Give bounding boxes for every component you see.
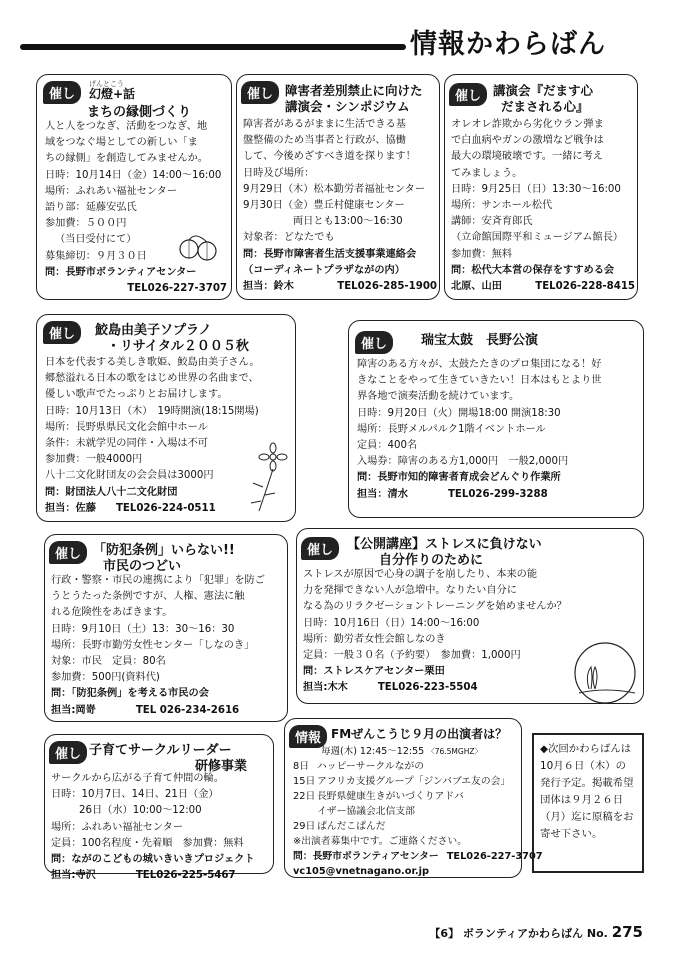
body-line: 郷愁溢れる日本の歌をはじめ世界の名曲まで、 <box>45 373 259 385</box>
fm-performer: ぱんだこぱんだ <box>317 821 386 832</box>
body-line: 場所：ふれあい福祉センター <box>51 821 184 833</box>
event-tag: 催し <box>43 81 81 104</box>
body-line: 定員：一般３０名（予約要） 参加費：1,000円 <box>303 650 521 662</box>
issue-number: 275 <box>611 923 643 941</box>
body-line: 定員：400名 <box>357 440 418 452</box>
contact-org: 問：長野市知的障害者育成会どんぐり作業所 <box>357 472 561 484</box>
card-title: 講演会『だます心 <box>493 83 594 98</box>
body-line: 場所：長野市勤労女性センター「しなのき」 <box>51 639 255 651</box>
body-line: 域をつなぐ場としての新しい「ま <box>45 137 198 149</box>
contact-org: （コーディネートプラザながの内） <box>243 264 405 276</box>
contact-person: 北原、山田 <box>451 281 502 293</box>
broadcast-frequency: 〈76.5MGHZ〉 <box>427 747 482 756</box>
body-line: 日時：10月13日（木） 19時開演(18:15開場) <box>45 405 259 417</box>
body-line: なる為のリラクゼーショントレーニングを始めませんか？ <box>303 601 567 613</box>
body-line: 人と人をつなぎ、活動をつなぎ、地 <box>45 121 208 132</box>
event-tag: 催し <box>355 331 393 354</box>
body-line: 日時：10月16日（日）14:00〜16:00 <box>303 617 480 629</box>
body-line: 9月29日（木）松本勤労者福祉センター <box>243 183 426 195</box>
body-line: 場所：長野メルパルク1階イベントホール <box>357 423 546 435</box>
card-kosodate <box>44 734 274 882</box>
body-line: 定員：100名程度・先着順 参加費：無料 <box>51 837 244 849</box>
body-line: ストレスが原因で心身の調子を崩したり、本来の能 <box>303 569 538 580</box>
contact-person: 担当:岡嵜 <box>51 704 96 716</box>
fm-performer: イザー協議会北信支部 <box>317 806 415 817</box>
contact-tel: TEL026-223-5504 <box>377 682 478 694</box>
fm-note: ※出演者募集中です。ご連絡ください。 <box>293 836 467 847</box>
body-line: 日時及び場所： <box>243 167 315 179</box>
body-line: 場所：サンホール松代 <box>451 200 553 212</box>
card-title: まちの縁側づくり <box>87 105 192 120</box>
page-title: 情報かわらばん <box>410 29 606 60</box>
event-tag: 催し <box>301 537 339 560</box>
event-tag: 催し <box>49 741 87 764</box>
card-bouhan <box>44 534 288 722</box>
card-title: 鮫島由美子ソプラノ <box>95 323 212 338</box>
contact-tel: TEL026-224-0511 <box>115 502 216 514</box>
event-tag: 催し <box>241 81 279 104</box>
event-tag: 催し <box>43 321 81 344</box>
card-title: だまされる心』 <box>501 99 589 114</box>
body-line: 対象：市民 定員：80名 <box>51 656 166 668</box>
contact-tel: TEL026-299-3288 <box>447 488 548 500</box>
contact-org: 問：ストレスケアセンター栗田 <box>303 666 445 678</box>
card-title: 「防犯条例」いらない!! <box>93 543 235 558</box>
card-stress <box>296 528 644 704</box>
body-line: 対象者：どなたでも <box>243 232 335 244</box>
body-line: 日時：10月7日、14日、21日（金） <box>51 789 219 801</box>
contact-tel: TEL 026-234-2616 <box>135 704 240 716</box>
fm-date: 29日 <box>293 821 316 832</box>
card-fm <box>284 718 543 878</box>
body-line: （立命館国際平和ミュージアム館長） <box>451 232 624 244</box>
body-line: 9月30日（金）豊丘村健康センター <box>243 200 405 212</box>
lantern-plant-illustration <box>177 229 221 263</box>
body-line: てみましょう。 <box>451 167 523 179</box>
body-line: 講師：安斉育郎氏 <box>451 216 533 228</box>
body-line: 語り部：延藤安弘氏 <box>45 202 137 214</box>
contact-org: 問：ながのこどもの城いきいきプロジェクト <box>51 854 255 866</box>
fm-date <box>293 804 317 819</box>
body-line: 盤整備のため当事者と行政が、協働 <box>243 135 406 147</box>
broadcast-time: 毎週(木) 12:45〜12:55 <box>321 746 425 757</box>
body-line: （当日受付にて） <box>55 234 137 246</box>
card-title: 瑞宝太鼓 長野公演 <box>421 333 539 348</box>
contact-person: 担当:寺沢 <box>51 870 96 882</box>
body-line: 最大の環境破壊です。一緒に考え <box>451 151 603 163</box>
card-title: 市民のつどい <box>103 559 182 574</box>
contact-org: 問：長野市障害者生活支援事業連絡会 <box>243 248 417 260</box>
fm-date: 8日 <box>293 761 310 772</box>
card-samejima <box>36 314 296 522</box>
fm-performer: アフリカ支援グループ「ジンバブエ友の会」 <box>317 776 511 787</box>
contact-person: 担当：佐藤 <box>45 502 96 514</box>
body-line: 参加費：５００円 <box>45 218 127 230</box>
card-title: 子育てサークルリーダー <box>89 743 232 758</box>
body-line: 両日とも13:00〜16:30 <box>293 216 403 228</box>
fm-performer: ハッピーサークルながの <box>317 761 425 772</box>
contact-tel: TEL026-228-8415 <box>535 281 635 293</box>
fm-date: 15日 <box>293 776 316 787</box>
card-sabetsu <box>236 74 440 300</box>
body-line: きなことをやって生きていきたい！日本はもとより世 <box>357 375 602 387</box>
body-line: 優しい歌声でたっぷりとお届けします。 <box>45 389 228 401</box>
body-line: 日本を代表する美しき歌姫、鮫島由美子さん。 <box>45 357 260 368</box>
issue-label: No. <box>586 927 608 940</box>
body-line: 日時：9月20日（火）開場18:00 開演18:30 <box>357 407 561 419</box>
body-line: 募集締切：９月３０日 <box>45 250 147 262</box>
body-line: 参加費：500円(資料代) <box>51 672 160 684</box>
event-tag: 催し <box>49 541 87 564</box>
body-line: して、今後めざすべき道を探ります！ <box>243 151 416 163</box>
contact-person: 担当：清水 <box>357 488 408 500</box>
contact-org: 問：「防犯条例」を考える市民の会 <box>51 688 209 700</box>
body-line: 障害者があるがままに生活できる基 <box>243 119 406 130</box>
info-tag: 情報 <box>289 725 327 748</box>
contact-person: 担当：鈴木 <box>243 281 294 293</box>
card-zuiho <box>348 320 644 518</box>
contact-tel: TEL026-285-1900 <box>337 281 437 293</box>
body-line: 日時：10月14日（金）14:00〜16:00 <box>45 169 222 181</box>
event-tag: 催し <box>449 83 487 106</box>
card-damasu <box>444 74 638 300</box>
page-number: 【6】 <box>429 927 460 940</box>
card-title: 幻燈+話 <box>89 87 136 101</box>
cosmos-flower-illustration <box>233 443 293 513</box>
fm-date: 22日 <box>293 791 316 802</box>
card-title: 自分作りのために <box>379 553 484 568</box>
card-title: ・リサイタル２００５秋 <box>107 339 249 354</box>
publication-name: ボランティアかわらばん <box>462 927 584 940</box>
body-line: 界各地で演奏活動を続けています。 <box>357 391 520 403</box>
body-line: 参加費：無料 <box>451 248 513 260</box>
body-line: 入場券：障害のある方1,000円 一般2,000円 <box>357 456 569 468</box>
contact-org: 問：長野市ボランティアセンター <box>45 266 197 278</box>
body-line: 場所：長野県県民文化会館中ホール <box>45 421 208 433</box>
card-title: 【公開講座】ストレスに負けない <box>347 537 542 552</box>
page-footer <box>429 923 643 941</box>
body-line: 障害のある方々が、太鼓たたきのプロ集団になる！好 <box>357 359 602 370</box>
body-line: 条件：未就学児の同伴・入場は不可 <box>45 438 208 450</box>
body-line: 場所：ふれあい福祉センター <box>45 185 178 197</box>
body-line: 日時：9月25日（日）13:30〜16:00 <box>451 183 621 195</box>
fm-performer: 長野県健康生きがいづくりアドバ <box>317 791 464 802</box>
card-title: FMぜんこうじ９月の出演者は？ <box>331 727 508 741</box>
body-line: 参加費：一般4000円 <box>45 454 143 466</box>
card-title: 研修事業 <box>195 759 248 774</box>
body-line: 場所：勤労者女性会館しなのき <box>303 633 446 645</box>
body-line: 行政・警察・市民の連携により「犯罪」を防ご <box>51 575 265 586</box>
header-rule <box>20 44 406 50</box>
card-title: 障害者差別禁止に向けた <box>285 83 423 98</box>
contact-tel: TEL026-227-3707 <box>446 851 543 862</box>
next-issue-notice: ◆次回かわらばんは10月６日（木）の発行予定。掲載希望団体は９月２６日（月）迄に原稿をお寄せ下さい。 <box>532 733 644 873</box>
body-line: れる危険性をあばきます。 <box>51 607 173 619</box>
body-line: 八十二文化財団友の会会員は3000円 <box>45 470 214 482</box>
body-line: サークルから広がる子育て仲間の輪。 <box>51 773 224 784</box>
contact-org: 問：松代大本営の保存をすすめる会 <box>451 264 615 276</box>
contact-tel: TEL026-227-3707 <box>127 283 227 295</box>
body-line: うとうたった条例ですが、人権、憲法に触 <box>51 591 245 603</box>
contact-org: 問：財団法人八十二文化財団 <box>45 486 178 498</box>
contact-tel: TEL026-225-5467 <box>135 870 236 882</box>
card-title: 講演会・シンポジウム <box>285 99 410 114</box>
body-line: で白血病やガンの激増など戦争は <box>451 135 604 147</box>
body-line: 26日（水）10:00〜12:00 <box>79 805 202 817</box>
contact-email[interactable]: vc105@vnetnagano.or.jp <box>293 866 430 877</box>
body-line: ちの縁側」を創造してみませんか。 <box>45 153 208 165</box>
card-machi <box>36 74 232 300</box>
contact-person: 担当:木木 <box>303 682 348 694</box>
body-line: オレオレ詐欺から劣化ウラン弾ま <box>451 119 604 130</box>
contact-org: 問：長野市ボランティアセンター <box>293 851 439 862</box>
ruby-text: げんとこう <box>89 80 124 88</box>
body-line: 力を発揮できない人が急増中。なりたい自分に <box>303 585 517 597</box>
body-line: 日時：9月10日（土）13：30〜16：30 <box>51 623 235 635</box>
rabbit-moon-illustration <box>559 631 639 701</box>
